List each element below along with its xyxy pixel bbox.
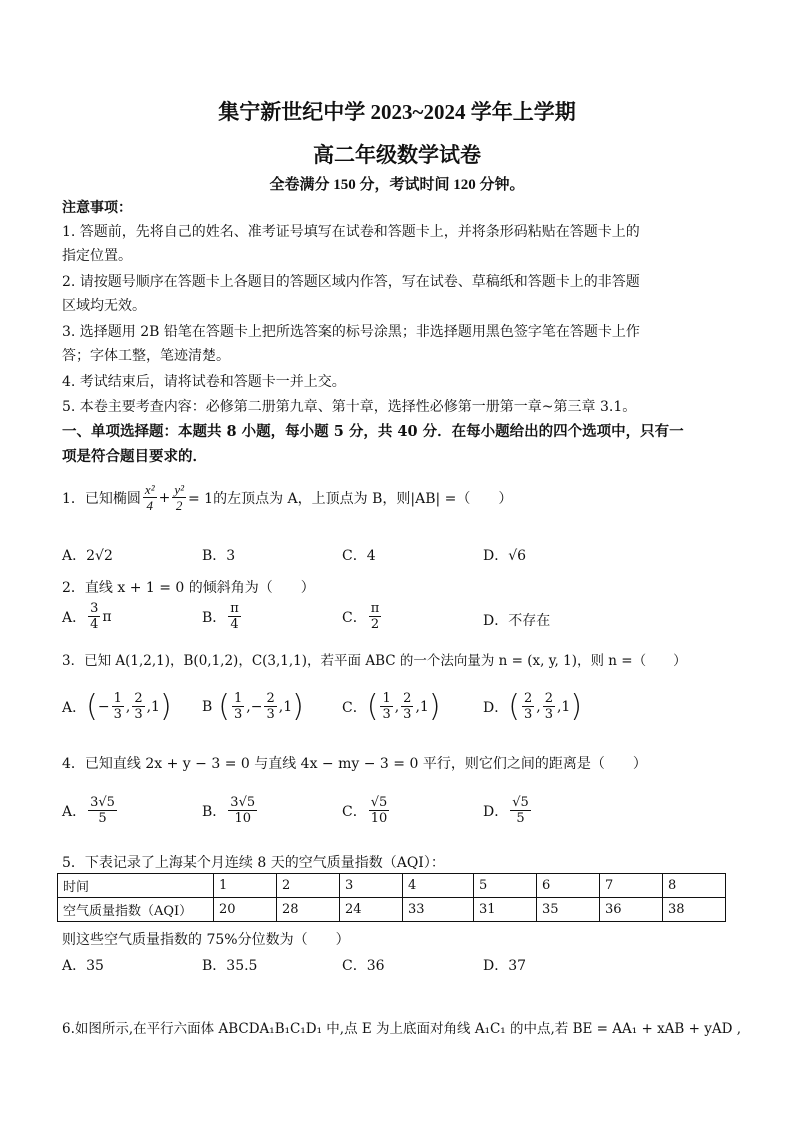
notes-heading: 注意事项： — [62, 200, 132, 216]
q3-d-n2: 2 — [544, 691, 553, 706]
q2-option-d[interactable]: D．不存在 — [483, 613, 551, 629]
section-heading-cont: 项是符合题目要求的． — [62, 448, 207, 465]
q2-option-c[interactable] — [342, 601, 383, 632]
question-1 — [62, 482, 512, 513]
q3-b-tail: ,1 — [278, 698, 293, 715]
table-row — [58, 874, 726, 898]
q2-c-num: π — [370, 601, 380, 616]
table-row — [58, 898, 726, 922]
q3-a-d2: 3 — [134, 707, 143, 722]
note-line: 4. 考试结束后，请将试卷和答题卡一并上交。 — [62, 374, 346, 390]
exam-subtitle: 高二年级数学试卷 — [313, 143, 481, 167]
q4-c-label: C． — [342, 803, 367, 820]
note-line: 答；字体工整，笔迹清楚。 — [62, 348, 230, 364]
q4-option-b[interactable] — [202, 795, 259, 826]
table-cell: 7 — [600, 874, 663, 898]
q3-d-d1: 3 — [523, 707, 533, 722]
table-cell: 6 — [537, 874, 600, 898]
q2-option-a[interactable] — [62, 601, 112, 632]
note-line: 2. 请按题号顺序在答题卡上各题目的答题区域内作答，写在试卷、草稿纸和答题卡上的非答题 — [62, 274, 640, 290]
q2-b-label: B． — [202, 609, 227, 626]
q3-c-sep: , — [394, 698, 400, 715]
q3-c-frac1 — [380, 691, 392, 722]
question-3: 3．已知 A(1,2,1)，B(0,1,2)，C(3,1,1)，若平面 ABC 的一个法向量为 n = (x, y, 1)，则 n =（ ） — [62, 653, 687, 669]
q3-b-label: B — [202, 698, 213, 715]
q4-b-label: B． — [202, 803, 227, 820]
q4-option-a[interactable] — [62, 795, 119, 826]
table-cell: 36 — [600, 898, 663, 922]
table-cell: 31 — [474, 898, 537, 922]
q3-d-sep: , — [536, 698, 541, 715]
q3-b-rparen: ) — [292, 689, 304, 724]
q4-c-num: √5 — [370, 795, 388, 810]
q1-frac1-den: 4 — [146, 498, 153, 513]
table-cell: 38 — [663, 898, 726, 922]
q4-d-label: D． — [483, 803, 509, 820]
q4-a-fraction — [88, 795, 117, 826]
q3-b-n1: 1 — [234, 691, 243, 706]
table-cell: 8 — [663, 874, 726, 898]
note-line: 5. 本卷主要考查内容：必修第二册第九章、第十章，选择性必修第一册第一章~第三章 3.1。 — [62, 399, 637, 415]
q1-option-b[interactable]: B．3 — [202, 548, 236, 564]
question-4: 4．已知直线 2x + y − 3 = 0 与直线 4x − my − 3 = 0 平行，则它们之间的距离是（ ） — [62, 756, 647, 772]
q3-b-n2: 2 — [266, 691, 275, 706]
q1-frac1-num: x² — [144, 482, 155, 497]
q4-c-den: 10 — [370, 811, 388, 826]
q2-a-label: A． — [62, 609, 87, 626]
q2-c-fraction — [369, 601, 382, 632]
q3-c-lparen: ( — [366, 689, 379, 724]
q2-c-label: C． — [342, 609, 367, 626]
q2-b-den: 4 — [230, 617, 239, 632]
q1-frac2-den: 2 — [175, 498, 183, 513]
table-cell: 28 — [277, 898, 340, 922]
q3-option-d[interactable] — [483, 689, 582, 724]
q3-c-rparen: ) — [428, 689, 441, 724]
q3-option-b[interactable] — [202, 689, 304, 724]
q3-b-frac1 — [232, 691, 244, 722]
q3-c-n1: 1 — [382, 691, 391, 706]
q4-d-num: √5 — [512, 795, 529, 810]
q2-a-num: 3 — [90, 601, 99, 616]
question-5: 5．下表记录了上海某个月连续 8 天的空气质量指数（AQI）： — [62, 855, 445, 871]
q3-c-d2: 3 — [403, 707, 412, 722]
q4-d-den: 5 — [516, 811, 525, 826]
q3-a-tail: ,1 — [146, 698, 160, 715]
table-cell: 4 — [403, 874, 474, 898]
q3-a-d1: 3 — [113, 707, 122, 722]
exam-title: 集宁新世纪中学 2023~2024 学年上学期 — [218, 100, 576, 124]
q2-c-den: 2 — [370, 617, 380, 632]
table-cell: 2 — [277, 874, 340, 898]
note-line: 区域均无效。 — [62, 298, 146, 314]
q3-d-tail: ,1 — [556, 698, 571, 715]
q1-option-d[interactable]: D．√6 — [483, 548, 527, 564]
q2-a-fraction — [88, 601, 100, 632]
table-cell: 35 — [537, 898, 600, 922]
q3-b-d2: 3 — [266, 707, 275, 722]
q5-option-a[interactable]: A．35 — [62, 958, 104, 974]
q1-option-a[interactable]: A．2√2 — [62, 548, 113, 564]
q3-c-n2: 2 — [403, 691, 412, 706]
q3-option-a[interactable] — [62, 689, 172, 724]
q3-a-n2: 2 — [134, 691, 143, 706]
q4-option-d[interactable] — [483, 795, 533, 826]
q1-prefix: 1．已知椭圆 — [62, 490, 141, 507]
q5-question: 则这些空气质量指数的 75%分位数为（ ） — [62, 932, 350, 948]
q3-c-d1: 3 — [382, 707, 391, 722]
q4-b-den: 10 — [234, 811, 251, 826]
q3-a-sep: , — [125, 698, 131, 715]
q1-frac2-num: y² — [174, 482, 184, 497]
score-note: 全卷满分 150 分，考试时间 120 分钟。 — [269, 177, 525, 193]
q1-fraction-x — [143, 482, 157, 513]
q3-b-sep: ,− — [246, 698, 263, 715]
q3-a-frac2 — [132, 691, 144, 722]
q3-c-tail: ,1 — [415, 698, 429, 715]
q4-a-label: A． — [62, 803, 87, 820]
q5-option-b[interactable]: B．35.5 — [202, 958, 258, 974]
q3-d-rparen: ) — [570, 689, 583, 724]
table-cell: 20 — [214, 898, 277, 922]
q3-a-frac1 — [112, 691, 124, 722]
q3-b-frac2 — [264, 691, 276, 722]
q1-option-c[interactable]: C．4 — [342, 548, 376, 564]
q2-b-num: π — [230, 601, 239, 616]
q3-a-rparen: ) — [159, 689, 172, 724]
q2-a-den: 4 — [90, 617, 99, 632]
q3-b-d1: 3 — [234, 707, 243, 722]
q2-option-b[interactable] — [202, 601, 243, 632]
table-cell: 空气质量指数（AQI） — [58, 898, 214, 922]
q1-plus: + — [158, 489, 171, 506]
q1-fraction-y — [172, 482, 186, 513]
q4-a-num: 3√5 — [90, 795, 115, 810]
q3-d-frac1 — [522, 691, 534, 722]
table-cell: 24 — [340, 898, 403, 922]
q3-b-lparen: ( — [218, 689, 231, 724]
table-cell: 3 — [340, 874, 403, 898]
q3-c-frac2 — [401, 691, 413, 722]
table-cell: 33 — [403, 898, 474, 922]
table-cell: 1 — [214, 874, 277, 898]
q4-a-den: 5 — [98, 811, 107, 826]
q3-d-lparen: ( — [508, 689, 520, 724]
q4-c-fraction — [369, 795, 390, 826]
q4-b-num: 3√5 — [230, 795, 256, 810]
table-cell: 时间 — [58, 874, 214, 898]
q5-option-d[interactable]: D．37 — [483, 958, 527, 974]
q3-a-label: A． — [62, 699, 87, 716]
q3-option-c[interactable] — [342, 689, 441, 724]
question-6: 6.如图所示,在平行六面体 ABCDA₁B₁C₁D₁ 中,点 E 为上底面对角线 A₁C₁ 的中点,若 BE = AA₁ + xAB + yAD , — [62, 1021, 742, 1037]
q3-a-n1: 1 — [113, 691, 122, 706]
aqi-table — [57, 873, 726, 922]
q3-a-lparen: ( — [86, 689, 98, 724]
note-line: 3. 选择题用 2B 铅笔在答题卡上把所选答案的标号涂黑；非选择题用黑色签字笔在答题卡上作 — [62, 324, 640, 340]
q3-d-frac2 — [543, 691, 555, 722]
section-heading: 一、单项选择题：本题共 8 小题，每小题 5 分，共 40 分．在每小题给出的四个选项中，只有一 — [62, 423, 684, 440]
q3-a-sign: − — [97, 698, 110, 715]
q5-option-c[interactable]: C．36 — [342, 958, 385, 974]
q4-d-fraction — [510, 795, 531, 826]
q1-suffix: = 1的左顶点为 A，上顶点为 B，则|AB| =（ ） — [188, 490, 513, 507]
note-line: 1. 答题前，先将自己的姓名、准考证号填写在试卷和答题卡上，并将条形码粘贴在答题卡上的 — [62, 224, 640, 240]
q2-a-pi: π — [102, 608, 112, 625]
q3-c-label: C． — [342, 699, 367, 716]
q3-d-label: D． — [483, 699, 509, 716]
table-cell: 5 — [474, 874, 537, 898]
q2-b-fraction — [228, 601, 241, 632]
note-line: 指定位置。 — [62, 248, 132, 264]
question-2: 2．直线 x + 1 = 0 的倾斜角为（ ） — [62, 580, 315, 596]
q4-option-c[interactable] — [342, 795, 391, 826]
q3-d-d2: 3 — [544, 707, 553, 722]
q4-b-fraction — [228, 795, 257, 826]
q3-d-n1: 2 — [523, 691, 533, 706]
